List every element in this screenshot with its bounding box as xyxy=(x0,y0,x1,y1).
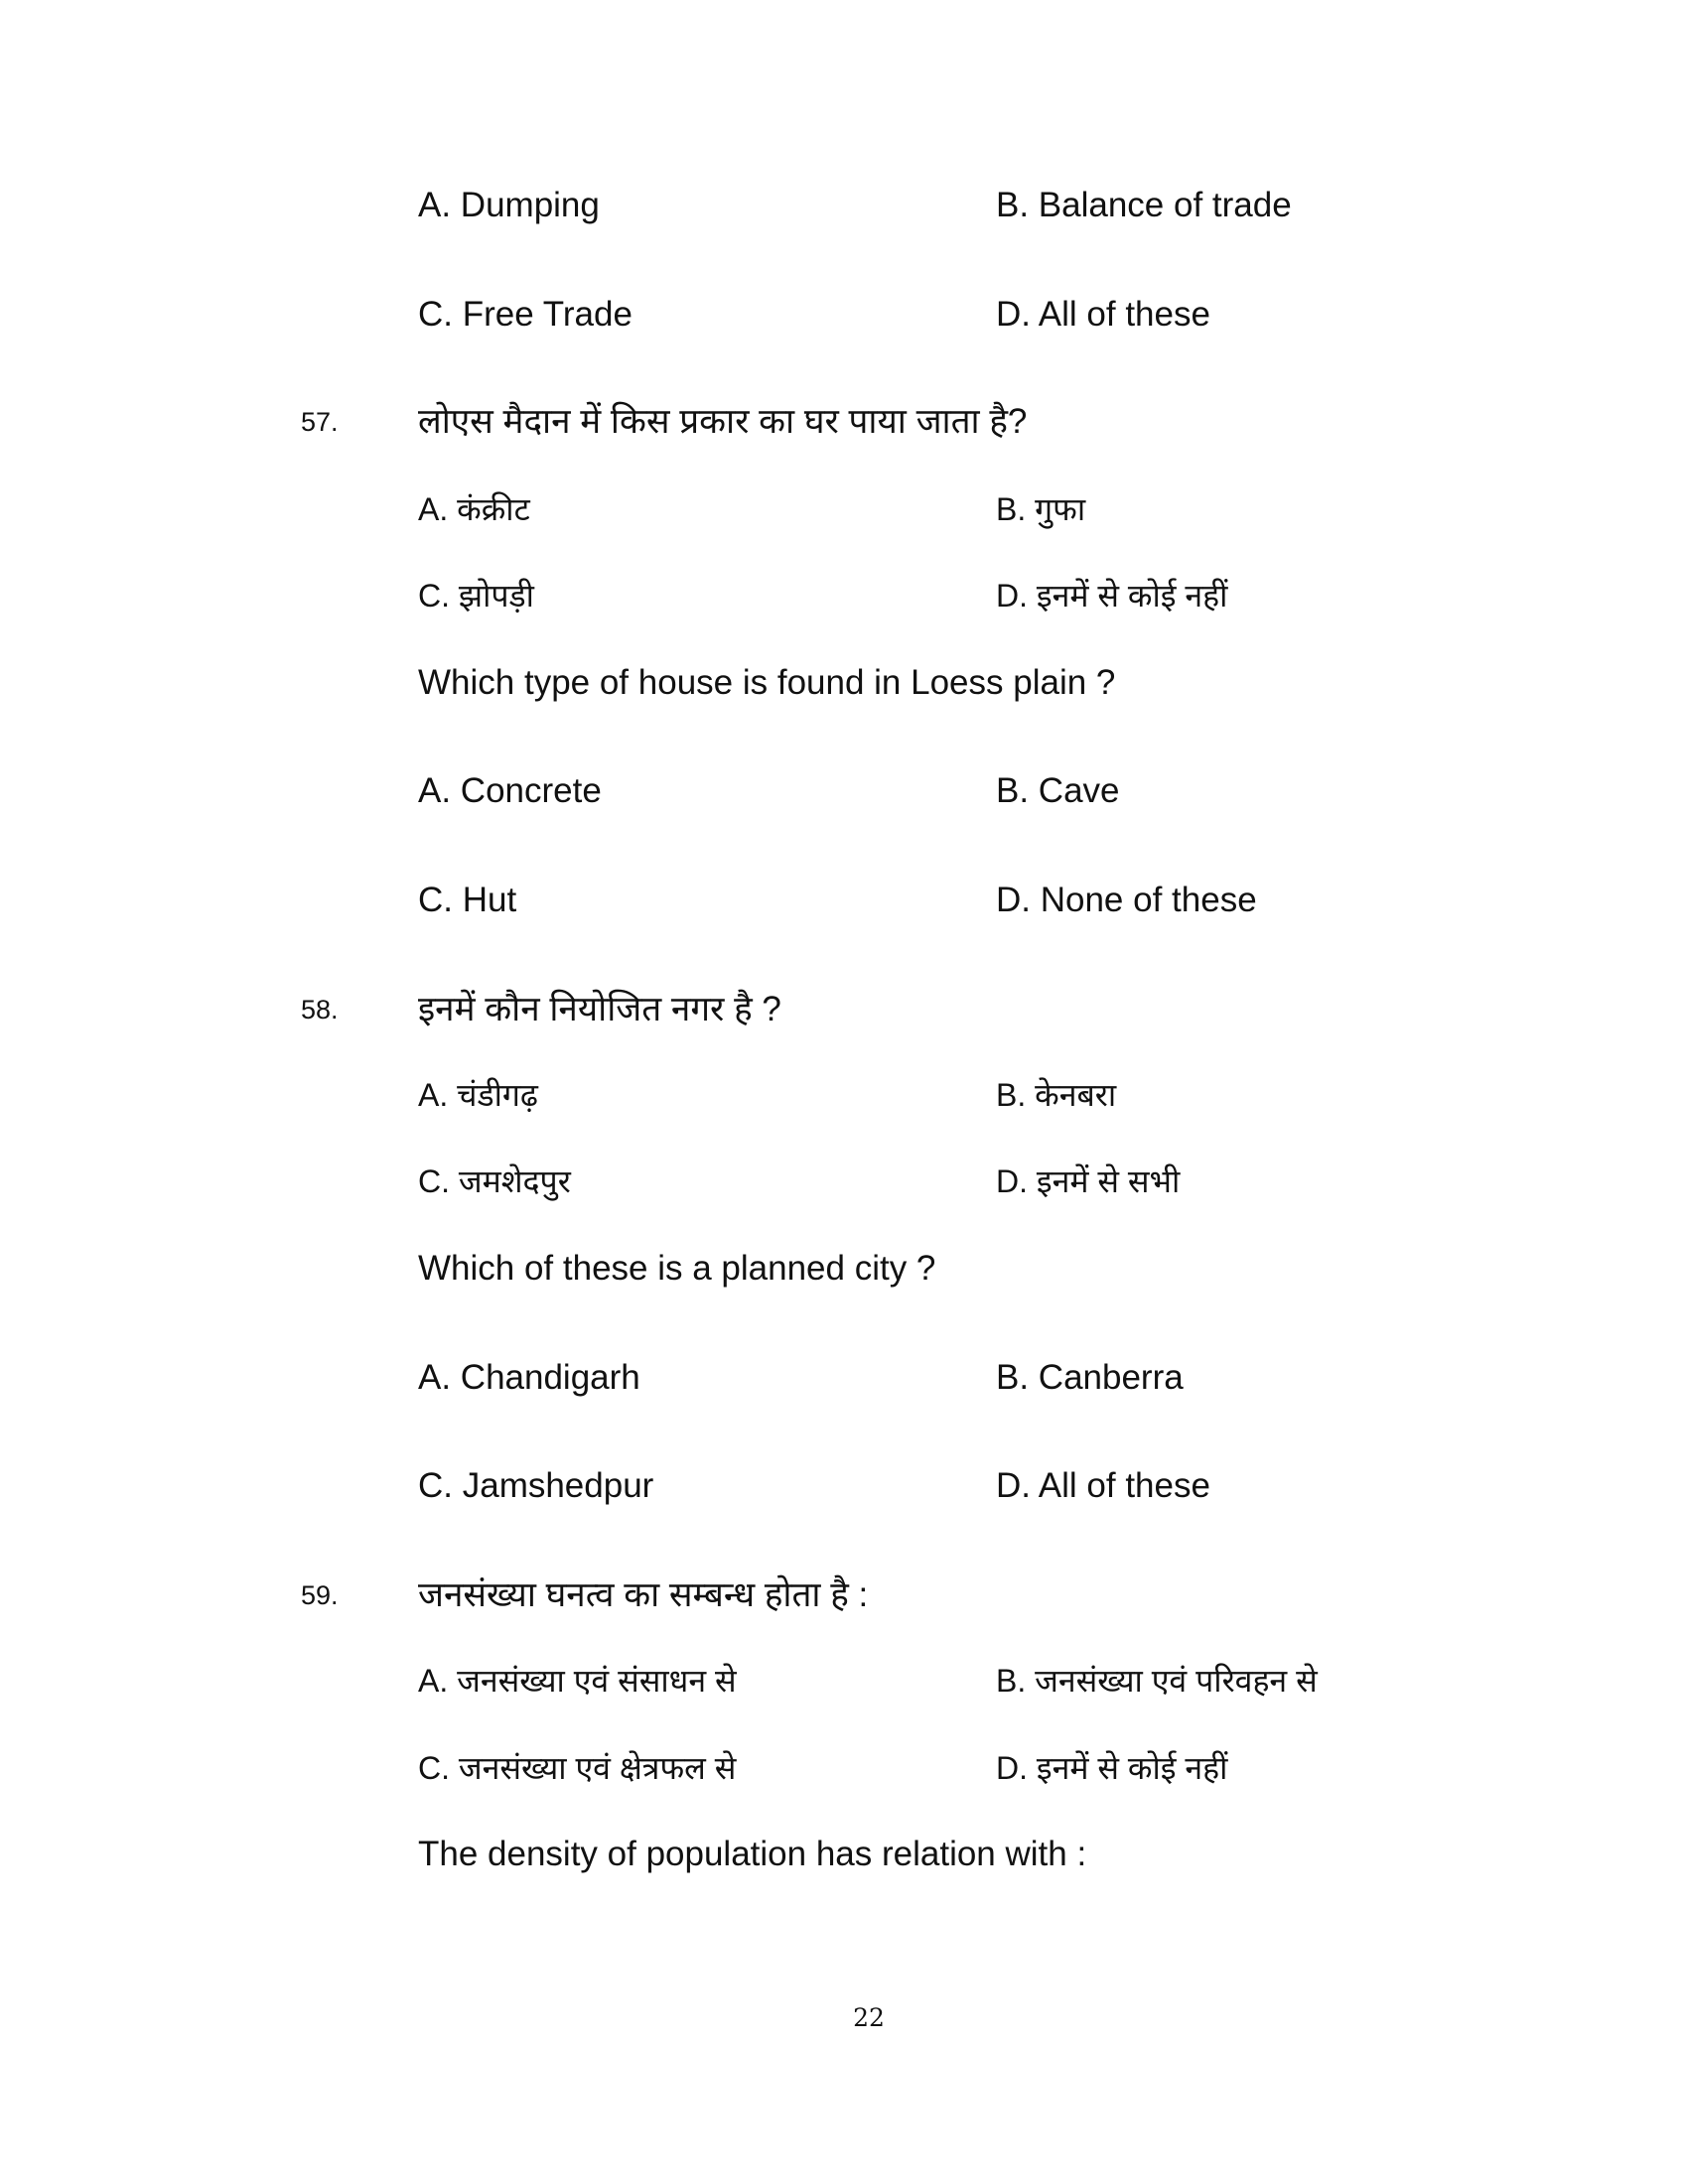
page-number: 22 xyxy=(853,2003,885,2032)
question-text-hindi: इनमें कौन नियोजित नगर है ? xyxy=(418,990,781,1028)
option-row xyxy=(0,1656,1688,1706)
option-row xyxy=(0,484,1688,534)
question-text-hindi: लोएस मैदान में किस प्रकार का घर पाया जाता है? xyxy=(418,402,1028,441)
option-a: A. Dumping xyxy=(418,186,600,224)
option-row xyxy=(0,876,1688,925)
option-row xyxy=(0,1461,1688,1511)
option-row xyxy=(0,1070,1688,1120)
option-row xyxy=(0,1353,1688,1403)
option-d: D. All of these xyxy=(996,295,1210,334)
option-row xyxy=(0,1157,1688,1206)
option-d: D. All of these xyxy=(996,1466,1210,1505)
question-text-english: The density of population has relation with : xyxy=(418,1835,1087,1873)
question-number: 57. xyxy=(301,407,339,437)
question-58-hindi xyxy=(0,985,1688,1034)
option-b-hindi: B. गुफा xyxy=(996,491,1086,527)
option-d-hindi: D. इनमें से कोई नहीं xyxy=(996,578,1228,614)
option-c: C. Hut xyxy=(418,881,517,919)
option-b-hindi: B. जनसंख्या एवं परिवहन से xyxy=(996,1663,1318,1699)
question-59-english xyxy=(0,1830,1688,1879)
option-a: A. Chandigarh xyxy=(418,1358,640,1397)
option-c: C. Jamshedpur xyxy=(418,1466,654,1505)
option-row xyxy=(0,571,1688,620)
option-a-hindi: A. कंक्रीट xyxy=(418,491,530,527)
question-58-english xyxy=(0,1244,1688,1294)
question-number: 59. xyxy=(301,1580,339,1610)
question-text-english: Which of these is a planned city ? xyxy=(418,1249,936,1288)
question-57-hindi xyxy=(0,397,1688,447)
option-d-hindi: D. इनमें से कोई नहीं xyxy=(996,1750,1228,1786)
option-row xyxy=(0,766,1688,816)
option-a: A. Concrete xyxy=(418,771,602,810)
option-c-hindi: C. जमशेदपुर xyxy=(418,1163,571,1199)
option-row xyxy=(0,181,1688,230)
option-d-hindi: D. इनमें से सभी xyxy=(996,1163,1181,1199)
option-a-hindi: A. जनसंख्या एवं संसाधन से xyxy=(418,1663,737,1699)
option-b: B. Canberra xyxy=(996,1358,1184,1397)
option-b: B. Cave xyxy=(996,771,1120,810)
question-number: 58. xyxy=(301,995,339,1024)
question-57-english xyxy=(0,658,1688,708)
option-c-hindi: C. जनसंख्या एवं क्षेत्रफल से xyxy=(418,1750,737,1786)
question-text-hindi: जनसंख्या घनत्व का सम्बन्ध होता है : xyxy=(418,1575,869,1614)
option-b-hindi: B. केनबरा xyxy=(996,1077,1117,1113)
option-c-hindi: C. झोपड़ी xyxy=(418,578,534,614)
option-b: B. Balance of trade xyxy=(996,186,1292,224)
question-text-english: Which type of house is found in Loess plain ? xyxy=(418,663,1116,702)
option-row xyxy=(0,1743,1688,1793)
option-row xyxy=(0,290,1688,340)
question-59-hindi xyxy=(0,1570,1688,1620)
option-a-hindi: A. चंडीगढ़ xyxy=(418,1077,538,1113)
option-d: D. None of these xyxy=(996,881,1257,919)
option-c: C. Free Trade xyxy=(418,295,633,334)
